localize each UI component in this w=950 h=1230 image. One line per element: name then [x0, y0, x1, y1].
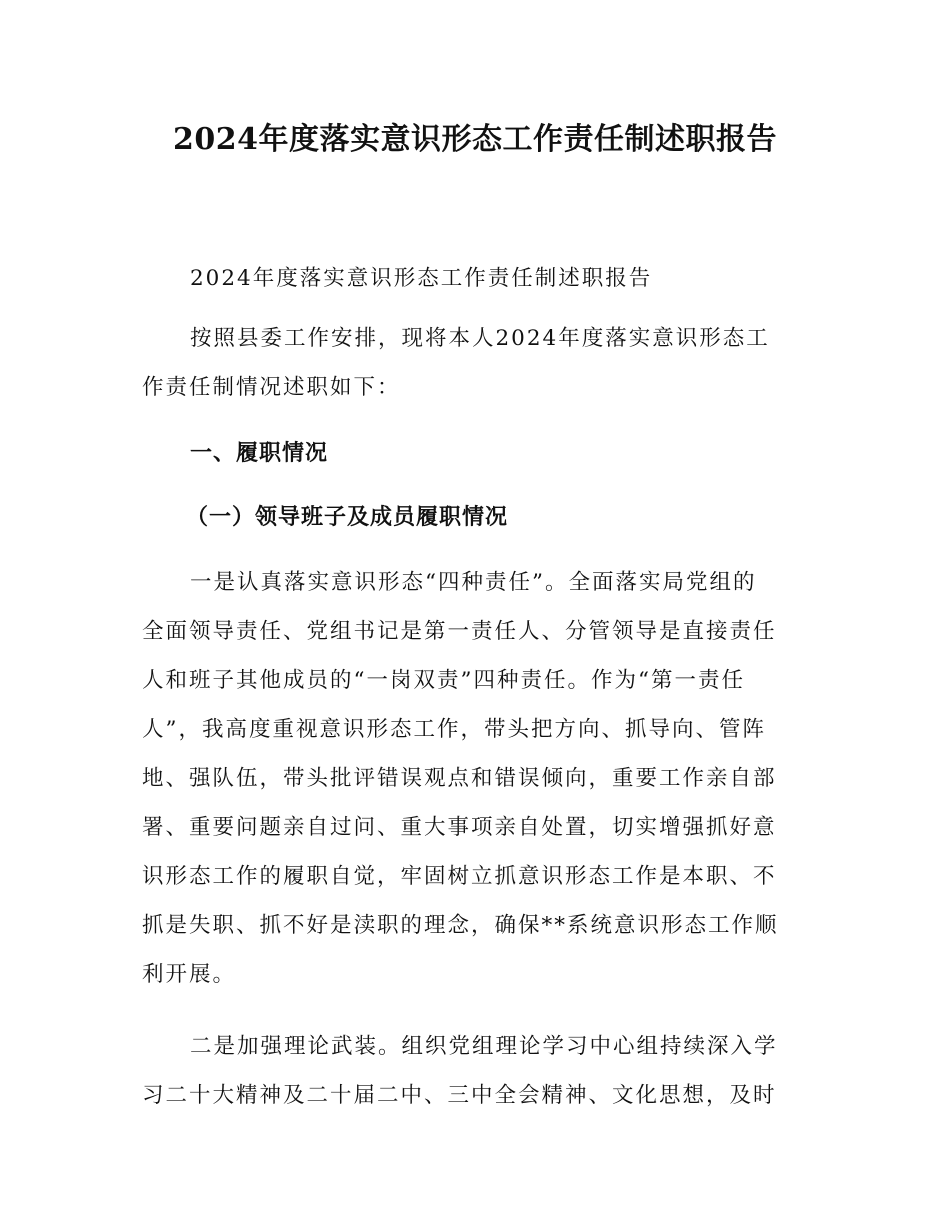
- paragraph-1-line: 人和班子其他成员的“一岗双责”四种责任。作为“第一责任: [142, 668, 745, 693]
- intro-line-1: 按照县委工作安排，现将本人2024年度落实意识形态工: [190, 326, 770, 351]
- paragraph-1-line: 一是认真落实意识形态“四种责任”。全面落实局党组的: [190, 570, 757, 595]
- paragraph-1-line: 识形态工作的履职自觉，牢固树立抓意识形态工作是本职、不: [142, 864, 777, 889]
- paragraph-1-line: 人”，我高度重视意识形态工作，带头把方向、抓导向、管阵: [142, 717, 766, 742]
- paragraph-1: [142, 558, 810, 999]
- paragraph-2-line: 习二十大精神及二十届二中、三中全会精神、文化思想，及时: [142, 1083, 777, 1108]
- paragraph-2-line: 二是加强理论武装。组织党组理论学习中心组持续深入学: [190, 1034, 778, 1059]
- section-heading-1: 一、履职情况: [190, 441, 329, 466]
- intro-line-2: 作责任制情况述职如下：: [142, 375, 401, 400]
- paragraph-1-line: 抓是失职、抓不好是渎职的理念，确保**系统意识形态工作顺: [142, 913, 779, 938]
- paragraph-1-line: 全面领导责任、党组书记是第一责任人、分管领导是直接责任: [142, 619, 777, 644]
- paragraph-1-line: 署、重要问题亲自过问、重大事项亲自处置，切实增强抓好意: [142, 815, 777, 840]
- paragraph-1-line: 地、强队伍，带头批评错误观点和错误倾向，重要工作亲自部: [142, 766, 777, 791]
- paragraph-1-line: 利开展。: [142, 962, 237, 987]
- intro-paragraph: [142, 314, 810, 412]
- subtitle-line: 2024年度落实意识形态工作责任制述职报告: [190, 266, 653, 291]
- paragraph-2: [142, 1022, 810, 1120]
- subsection-heading-1: （一）领导班子及成员履职情况: [186, 505, 509, 530]
- document-title: 2024年度落实意识形态工作责任制述职报告: [173, 122, 777, 157]
